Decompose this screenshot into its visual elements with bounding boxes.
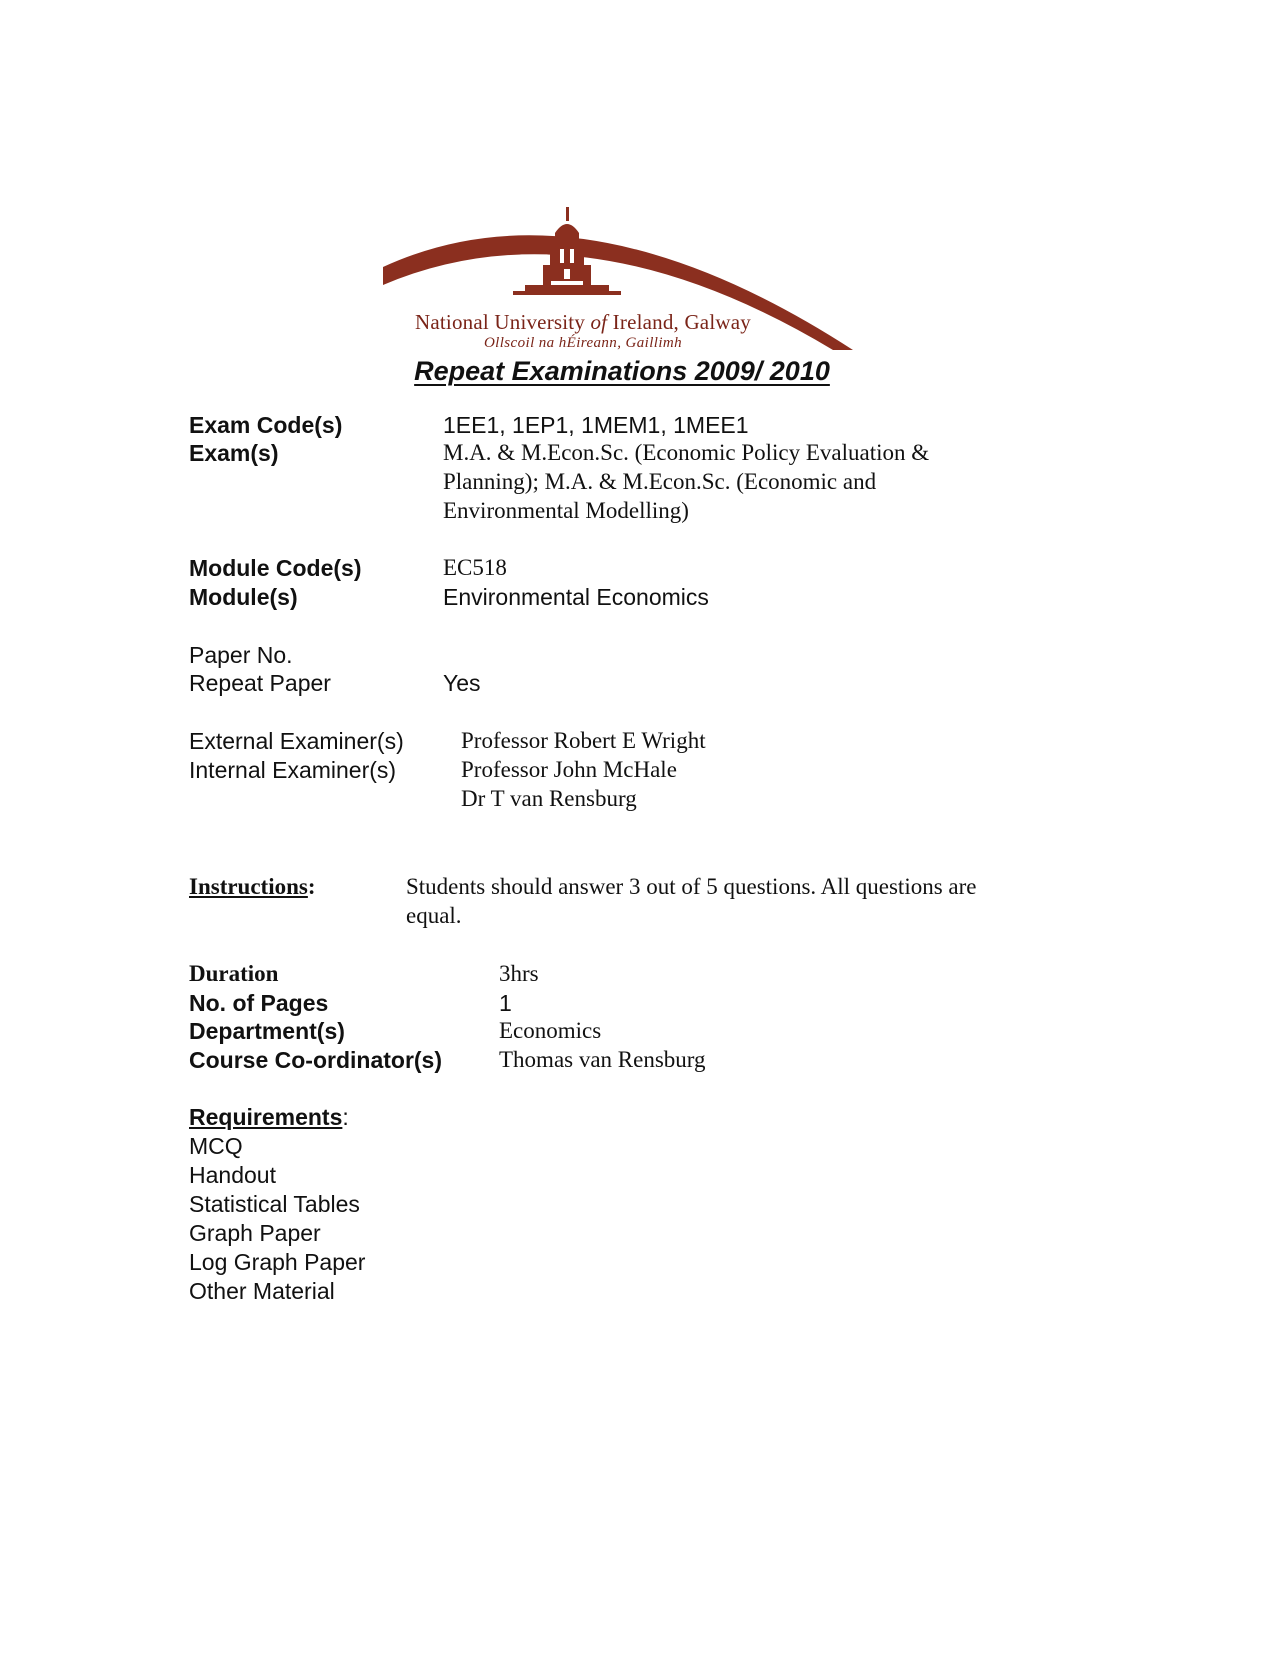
requirements-label: Requirements: bbox=[189, 1104, 349, 1130]
duration-value: 3hrs bbox=[499, 961, 539, 986]
exam-name-label: Exam(s) bbox=[189, 440, 279, 466]
requirement-item: Statistical Tables bbox=[189, 1191, 360, 1217]
examiner-name: Professor Robert E Wright bbox=[461, 728, 706, 753]
exam-name-line-1: M.A. & M.Econ.Sc. (Economic Policy Evaluation & bbox=[443, 440, 930, 465]
instructions-line-1: Students should answer 3 out of 5 questions. All questions are bbox=[406, 874, 977, 899]
requirement-item: MCQ bbox=[189, 1133, 243, 1159]
module-name-label: Module(s) bbox=[189, 584, 298, 610]
examiner-name: Professor John McHale bbox=[461, 757, 677, 782]
department-label: Department(s) bbox=[189, 1018, 345, 1044]
coordinator-value: Thomas van Rensburg bbox=[499, 1047, 706, 1072]
coordinator-label: Course Co-ordinator(s) bbox=[189, 1047, 442, 1073]
repeat-paper-value: Yes bbox=[443, 670, 481, 696]
module-name-value: Environmental Economics bbox=[443, 584, 709, 610]
logo-name-irish: Ollscoil na hÉireann, Gaillimh bbox=[483, 335, 683, 351]
module-code-value: EC518 bbox=[443, 555, 507, 580]
examiner-name: Dr T van Rensburg bbox=[461, 786, 637, 811]
internal-examiner-label: Internal Examiner(s) bbox=[189, 757, 397, 783]
external-examiner-label: External Examiner(s) bbox=[189, 728, 404, 754]
page-title: Repeat Examinations 2009/ 2010 bbox=[414, 356, 830, 386]
pages-value: 1 bbox=[499, 990, 512, 1016]
duration-label: Duration bbox=[189, 961, 279, 986]
requirement-item: Log Graph Paper bbox=[189, 1249, 366, 1275]
requirement-item: Handout bbox=[189, 1162, 276, 1188]
repeat-paper-label: Repeat Paper bbox=[189, 670, 331, 696]
exam-code-label: Exam Code(s) bbox=[189, 412, 343, 438]
module-code-label: Module Code(s) bbox=[189, 555, 362, 581]
instructions-label: Instructions: bbox=[189, 874, 316, 899]
pages-label: No. of Pages bbox=[189, 990, 329, 1016]
department-value: Economics bbox=[499, 1018, 602, 1043]
exam-name-line-2: Planning); M.A. & M.Econ.Sc. (Economic and bbox=[443, 469, 877, 494]
exam-code-value: 1EE1, 1EP1, 1MEM1, 1MEE1 bbox=[443, 412, 749, 438]
paper-no-label: Paper No. bbox=[189, 642, 293, 668]
logo-name-english: National University of Ireland, Galway bbox=[415, 310, 751, 334]
requirement-item: Other Material bbox=[189, 1278, 335, 1304]
requirement-item: Graph Paper bbox=[189, 1220, 321, 1246]
instructions-line-2: equal. bbox=[406, 903, 462, 928]
exam-name-line-3: Environmental Modelling) bbox=[443, 498, 689, 523]
